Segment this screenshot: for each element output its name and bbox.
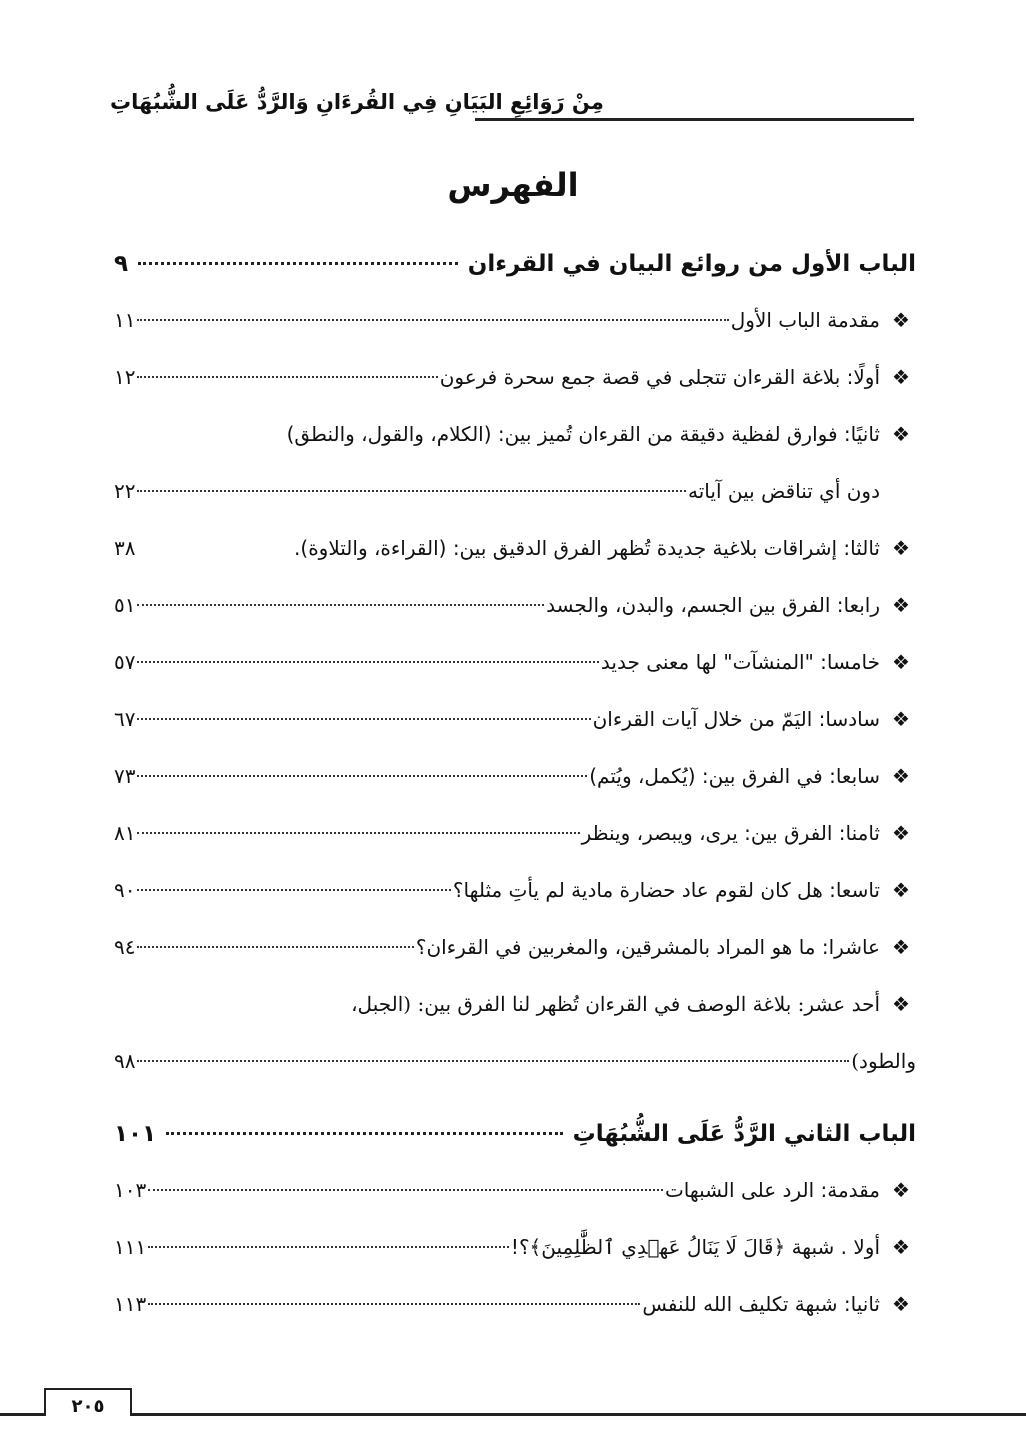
entry-title: تاسعا: هل كان لقوم عاد حضارة مادية لم يأتِ مثلها؟ (452, 878, 880, 902)
footer-rule (130, 1413, 1026, 1416)
dot-leader (137, 946, 413, 948)
entry-title: ثانيا: شبهة تكليف الله للنفس (642, 1292, 880, 1316)
four-diamond-bullet-icon: ❖ (892, 422, 910, 446)
page-title: الفهرس (447, 166, 579, 204)
dot-leader (137, 490, 686, 492)
dot-leader (137, 604, 544, 606)
toc-entry[interactable] (114, 1219, 916, 1276)
dot-leader (148, 1303, 640, 1305)
dot-leader (166, 1132, 562, 1135)
toc-entry[interactable] (114, 1162, 916, 1219)
page-number-box (44, 1388, 132, 1416)
entry-page-number: ٧٣ (114, 764, 136, 788)
toc-entry[interactable] (114, 349, 916, 406)
toc-entry[interactable] (114, 919, 916, 976)
dot-leader (137, 775, 587, 777)
entry-title: مقدمة: الرد على الشبهات (664, 1178, 880, 1202)
four-diamond-bullet-icon: ❖ (892, 821, 910, 845)
dot-leader (137, 376, 437, 378)
four-diamond-bullet-icon: ❖ (892, 1235, 910, 1259)
chapter-title: الباب الثاني الرَّدُّ عَلَى الشُّبُهَاتِ (572, 1121, 916, 1147)
entry-page-number: ٦٧ (114, 707, 136, 731)
four-diamond-bullet-icon: ❖ (892, 593, 910, 617)
page-number: ٢٠٥ (71, 1396, 105, 1417)
dot-leader (137, 718, 590, 720)
toc-entry[interactable] (114, 805, 916, 862)
page-footer (0, 1388, 1026, 1428)
entry-page-number: ٩٠ (114, 878, 136, 902)
dot-leader (137, 1060, 849, 1062)
toc-entry[interactable] (114, 292, 916, 349)
four-diamond-bullet-icon: ❖ (892, 992, 910, 1016)
entry-page-number: ١٢ (114, 365, 136, 389)
toc-entry[interactable] (114, 406, 916, 463)
four-diamond-bullet-icon: ❖ (892, 1292, 910, 1316)
entry-page-number: ٨١ (114, 821, 136, 845)
toc-entry[interactable] (114, 862, 916, 919)
four-diamond-bullet-icon: ❖ (892, 308, 910, 332)
dot-leader (137, 832, 579, 834)
header-rule (475, 118, 914, 121)
toc-entry-continuation[interactable] (114, 463, 916, 520)
chapter-page-number: ١٠١ (114, 1121, 157, 1147)
entry-title: مقدمة الباب الأول (730, 308, 880, 332)
toc-chapter-2[interactable] (114, 1106, 916, 1162)
table-of-contents (114, 236, 916, 1333)
entry-title-continuation: والطود) (851, 1049, 916, 1073)
entry-title: رابعا: الفرق بين الجسم، والبدن، والجسد (546, 593, 880, 617)
entry-page-number: ١١٣ (114, 1292, 147, 1316)
four-diamond-bullet-icon: ❖ (892, 878, 910, 902)
entry-title-continuation: دون أي تناقض بين آياته (688, 479, 880, 503)
entry-page-number: ١١١ (114, 1235, 147, 1259)
entry-title: ثالثا: إشراقات بلاغية جديدة تُظهر الفرق الدقيق بين: (القراءة، والتلاوة). (294, 536, 880, 560)
dot-leader (137, 889, 450, 891)
toc-entry[interactable] (114, 577, 916, 634)
entry-page-number: ٥١ (114, 593, 136, 617)
dot-leader (138, 262, 458, 265)
entry-page-number: ٢٢ (114, 479, 136, 503)
chapter-title: الباب الأول من روائع البيان في القرءان (467, 251, 916, 277)
entry-title: أولا . شبهة ﴿قَالَ لَا يَنَالُ عَهۡدِي ٱلظَّٰلِمِينَ﴾؟! (510, 1235, 880, 1259)
four-diamond-bullet-icon: ❖ (892, 764, 910, 788)
book-title: مِنْ رَوَائِعِ البَيَانِ فِي القُرءَانِ وَالرَّدُّ عَلَى الشُّبُهَاتِ (110, 90, 604, 114)
entry-page-number: ٥٧ (114, 650, 136, 674)
entry-title: سابعا: في الفرق بين: (يُكمل، ويُتم) (589, 764, 880, 788)
four-diamond-bullet-icon: ❖ (892, 935, 910, 959)
toc-entry-continuation[interactable] (114, 1033, 916, 1090)
toc-entry[interactable] (114, 748, 916, 805)
entry-page-number: ٣٨ (114, 536, 136, 560)
chapter-page-number: ٩ (114, 251, 129, 277)
toc-entry[interactable] (114, 634, 916, 691)
entry-title: ثامنا: الفرق بين: يرى، ويبصر، وينظر (581, 821, 880, 845)
running-header (110, 90, 914, 130)
four-diamond-bullet-icon: ❖ (892, 650, 910, 674)
dot-leader (137, 319, 728, 321)
four-diamond-bullet-icon: ❖ (892, 365, 910, 389)
entry-title: أحد عشر: بلاغة الوصف في القرءان تُظهر لنا الفرق بين: (الجبل، (351, 992, 880, 1016)
dot-leader (148, 1246, 509, 1248)
entry-title: خامسا: "المنشآت" لها معنى جديد (600, 650, 880, 674)
toc-entry[interactable] (114, 1276, 916, 1333)
toc-entry[interactable] (114, 691, 916, 748)
entry-title: أولًا: بلاغة القرءان تتجلى في قصة جمع سحرة فرعون (439, 365, 880, 389)
entry-title: ثانيًا: فوارق لفظية دقيقة من القرءان تُميز بين: (الكلام، والقول، والنطق) (286, 422, 880, 446)
dot-leader (137, 661, 598, 663)
four-diamond-bullet-icon: ❖ (892, 1178, 910, 1202)
four-diamond-bullet-icon: ❖ (892, 536, 910, 560)
entry-title: عاشرا: ما هو المراد بالمشرقين، والمغربين في القرءان؟ (415, 935, 880, 959)
dot-leader (148, 1189, 663, 1191)
toc-chapter-1[interactable] (114, 236, 916, 292)
four-diamond-bullet-icon: ❖ (892, 707, 910, 731)
toc-entry[interactable] (114, 520, 916, 577)
entry-title: سادسا: اليَمّ من خلال آيات القرءان (592, 707, 880, 731)
entry-page-number: ٩٨ (114, 1049, 136, 1073)
entry-page-number: ٩٤ (114, 935, 136, 959)
entry-page-number: ١١ (114, 308, 136, 332)
entry-page-number: ١٠٣ (114, 1178, 147, 1202)
footer-rule (0, 1413, 46, 1416)
toc-entry[interactable] (114, 976, 916, 1033)
